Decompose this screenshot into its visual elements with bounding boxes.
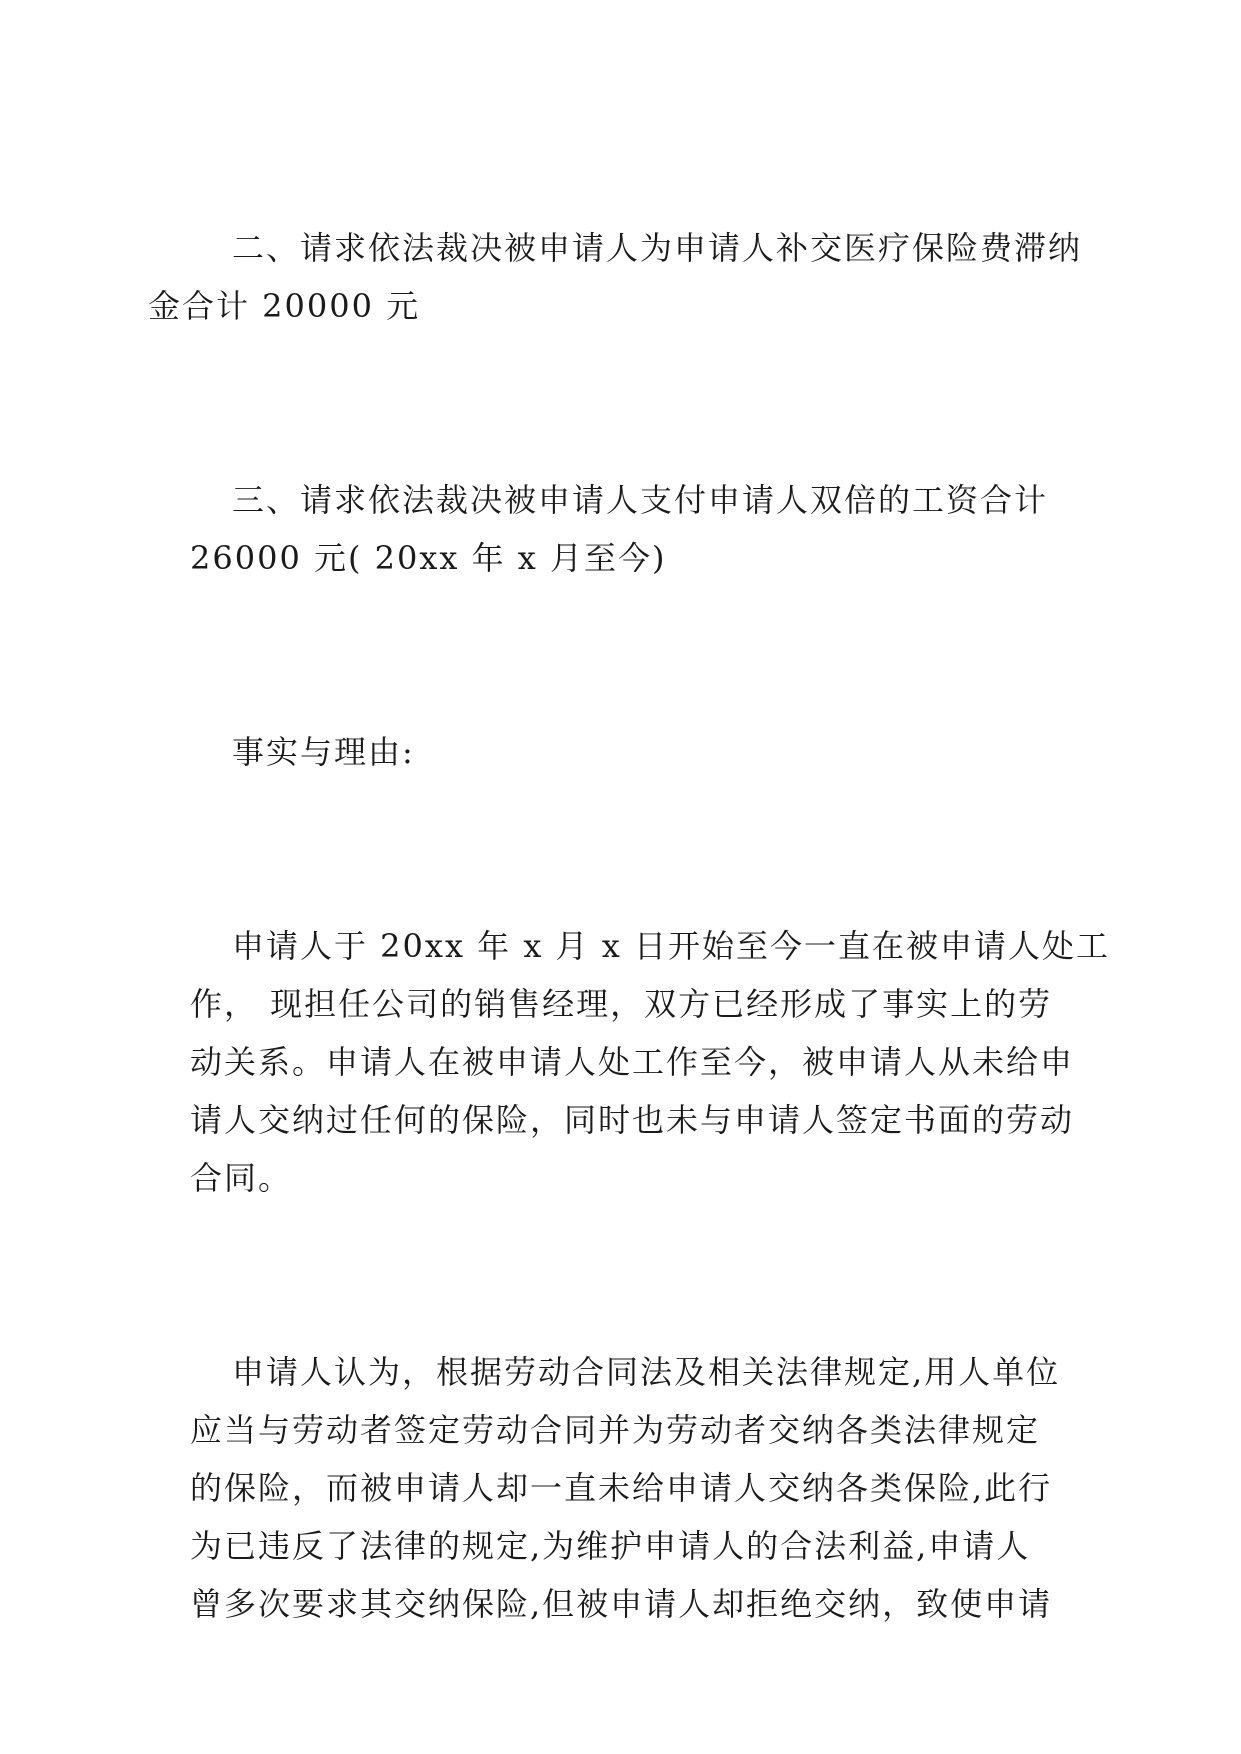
paragraph-facts	[190, 917, 1110, 1207]
text-line: 应当与劳动者签定劳动合同并为劳动者交纳各类法律规定	[190, 1411, 1041, 1449]
text-line: 请人交纳过任何的保险，同时也未与申请人签定书面的劳动	[190, 1101, 1075, 1139]
text-line: 动关系。申请人在被申请人处工作至今，被申请人从未给申	[190, 1043, 1075, 1081]
paragraph-reasons	[190, 1343, 1061, 1633]
paragraph-claim-2	[148, 219, 1083, 335]
section-heading-facts	[190, 723, 1052, 781]
text-line: 的保险，而被申请人却一直未给申请人交纳各类保险,此行	[190, 1469, 1053, 1507]
text-line: 申请人认为，根据劳动合同法及相关法律规定,用人单位	[232, 1353, 1061, 1391]
text-line: 金合计 20000 元	[148, 287, 421, 325]
text-line: 事实与理由:	[232, 733, 415, 771]
text-line: 申请人于 20xx 年 x 月 x 日开始至今一直在被申请人处工	[232, 927, 1110, 965]
text-line: 26000 元( 20xx 年 x 月至今)	[190, 539, 667, 577]
document-body	[148, 219, 1110, 1633]
text-line: 三、请求依法裁决被申请人支付申请人双倍的工资合计	[232, 481, 1049, 519]
text-line: 作， 现担任公司的销售经理，双方已经形成了事实上的劳	[190, 985, 1053, 1023]
text-line: 二、请求依法裁决被申请人为申请人补交医疗保险费滞纳	[232, 229, 1083, 267]
text-line: 合同。	[190, 1159, 293, 1197]
text-line: 为已违反了法律的规定,为维护申请人的合法利益,申请人	[190, 1527, 1031, 1565]
paragraph-claim-3	[190, 471, 1052, 587]
text-line: 曾多次要求其交纳保险,但被申请人却拒绝交纳，致使申请	[190, 1585, 1053, 1623]
